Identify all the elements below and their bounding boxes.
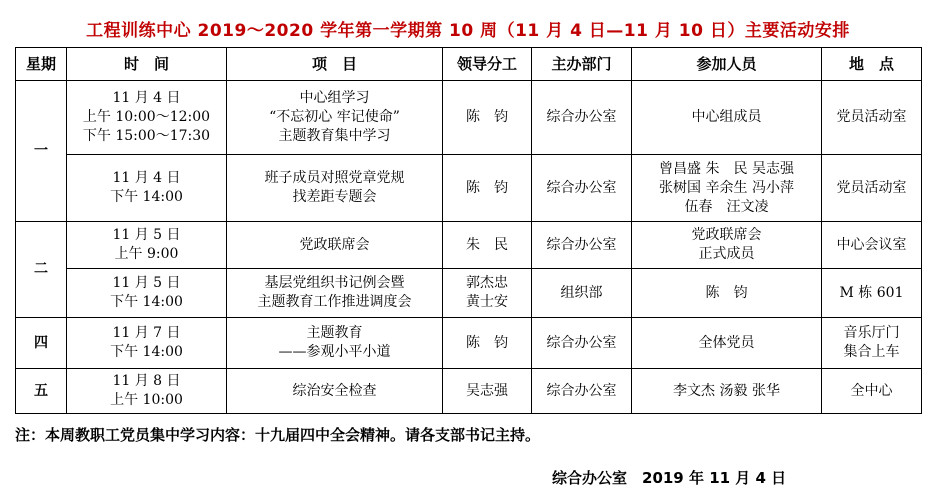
leader-line: 陈 钧 xyxy=(466,179,508,196)
item-line: 党政联席会 xyxy=(299,236,370,253)
leader-line: 陈 钧 xyxy=(466,334,508,351)
signature: 综合办公室 2019 年 11 月 4 日 xyxy=(552,469,787,487)
dept-cell xyxy=(532,222,632,269)
weekday-cell: 一 xyxy=(16,81,67,222)
item-line: 基层党组织书记例会暨 xyxy=(264,275,405,291)
place-line: 党员活动室 xyxy=(836,179,907,196)
people-cell xyxy=(632,222,822,269)
weekday-cell: 四 xyxy=(16,318,67,369)
page-title: 工程训练中心 2019～2020 学年第一学期第 10 周（11 月 4 日—11 月 10 日）主要活动安排 xyxy=(86,21,850,41)
time-line: 11 月 7 日 xyxy=(112,325,181,341)
place-line: 音乐厅门 xyxy=(843,325,900,341)
people-cell xyxy=(632,269,822,318)
place-line: 党员活动室 xyxy=(836,109,907,125)
time-line: 下午 14:00 xyxy=(110,189,183,205)
people-line: 陈 钧 xyxy=(705,284,748,301)
table-row xyxy=(16,318,922,369)
people-line: 伍春 汪文凌 xyxy=(684,198,769,215)
item-cell xyxy=(227,81,443,155)
dept-line: 综合办公室 xyxy=(546,334,617,351)
dept-cell xyxy=(532,318,632,369)
schedule-table xyxy=(15,47,922,414)
header-weekday: 星期 xyxy=(16,48,67,81)
item-cell xyxy=(227,155,443,222)
header-dept: 主办部门 xyxy=(532,48,632,81)
dept-cell xyxy=(532,155,632,222)
header-leader: 领导分工 xyxy=(443,48,532,81)
dept-cell xyxy=(532,369,632,414)
time-line: 下午 14:00 xyxy=(110,294,183,310)
item-line: ——参观小平小道 xyxy=(278,344,391,360)
table-row xyxy=(16,222,922,269)
item-line: 综治安全检查 xyxy=(292,382,377,399)
time-line: 上午 10:00 xyxy=(110,392,183,408)
place-cell xyxy=(822,155,922,222)
time-line: 11 月 5 日 xyxy=(112,227,181,243)
leader-cell xyxy=(443,369,532,414)
item-cell xyxy=(227,222,443,269)
table-row xyxy=(16,81,922,155)
table-row xyxy=(16,155,922,222)
header-item: 项 目 xyxy=(227,48,443,81)
leader-line: 朱 民 xyxy=(466,236,508,253)
item-cell xyxy=(227,318,443,369)
time-cell xyxy=(67,318,227,369)
people-line: 中心组成员 xyxy=(691,109,762,125)
dept-line: 综合办公室 xyxy=(546,236,617,253)
header-time: 时 间 xyxy=(67,48,227,81)
people-line: 正式成员 xyxy=(698,246,755,262)
leader-cell xyxy=(443,318,532,369)
place-cell xyxy=(822,222,922,269)
time-line: 11 月 8 日 xyxy=(112,373,181,389)
dept-cell xyxy=(532,269,632,318)
people-line: 张树国 辛余生 冯小萍 xyxy=(659,179,794,196)
table-row xyxy=(16,269,922,318)
dept-line: 组织部 xyxy=(560,284,603,301)
time-line: 下午 14:00 xyxy=(110,344,183,360)
time-line: 上午 9:00 xyxy=(114,246,179,262)
place-line: M 栋 601 xyxy=(839,284,904,301)
time-line: 11 月 4 日 xyxy=(112,170,181,186)
people-cell xyxy=(632,81,822,155)
header-place: 地 点 xyxy=(822,48,922,81)
weekday-cell: 五 xyxy=(16,369,67,414)
leader-cell xyxy=(443,269,532,318)
time-cell xyxy=(67,155,227,222)
item-cell xyxy=(227,369,443,414)
place-line: 中心会议室 xyxy=(836,236,907,253)
header-people: 参加人员 xyxy=(632,48,822,81)
place-cell xyxy=(822,81,922,155)
place-line: 集合上车 xyxy=(843,344,900,360)
weekday-cell: 二 xyxy=(16,222,67,318)
leader-line: 吴志强 xyxy=(466,382,508,399)
item-line: 中心组学习 xyxy=(299,90,370,106)
people-cell xyxy=(632,369,822,414)
leader-cell xyxy=(443,81,532,155)
footnote: 注：本周教职工党员集中学习内容：十九届四中全会精神。请各支部书记主持。 xyxy=(15,426,541,444)
time-cell xyxy=(67,369,227,414)
people-cell xyxy=(632,155,822,222)
item-line: “不忘初心 牢记使命” xyxy=(269,109,400,125)
time-cell xyxy=(67,81,227,155)
place-cell xyxy=(822,269,922,318)
people-line: 曾昌盛 朱 民 吴志强 xyxy=(659,160,794,177)
time-line: 11 月 5 日 xyxy=(112,275,181,291)
dept-line: 综合办公室 xyxy=(546,179,617,196)
dept-line: 综合办公室 xyxy=(546,109,617,125)
leader-cell xyxy=(443,155,532,222)
item-line: 主题教育集中学习 xyxy=(278,128,391,144)
people-line: 李文杰 汤毅 张华 xyxy=(673,382,780,399)
dept-line: 综合办公室 xyxy=(546,382,617,399)
item-cell xyxy=(227,269,443,318)
time-cell xyxy=(67,269,227,318)
leader-cell xyxy=(443,222,532,269)
header-row xyxy=(16,48,922,81)
time-line: 上午 10:00～12:00 xyxy=(82,109,211,125)
time-line: 下午 15:00～17:30 xyxy=(82,128,211,144)
people-line: 全体党员 xyxy=(698,334,755,351)
leader-line: 陈 钧 xyxy=(466,109,508,125)
item-line: 班子成员对照党章党规 xyxy=(264,170,405,186)
people-line: 党政联席会 xyxy=(691,227,762,243)
place-cell xyxy=(822,318,922,369)
leader-line: 黄士安 xyxy=(466,294,508,310)
time-line: 11 月 4 日 xyxy=(112,90,181,106)
people-cell xyxy=(632,318,822,369)
place-cell xyxy=(822,369,922,414)
time-cell xyxy=(67,222,227,269)
table-row xyxy=(16,369,922,414)
place-line: 全中心 xyxy=(850,382,893,399)
item-line: 主题教育工作推进调度会 xyxy=(257,294,412,310)
item-line: 主题教育 xyxy=(306,325,363,341)
dept-cell xyxy=(532,81,632,155)
item-line: 找差距专题会 xyxy=(292,189,377,205)
leader-line: 郭杰忠 xyxy=(466,275,508,291)
